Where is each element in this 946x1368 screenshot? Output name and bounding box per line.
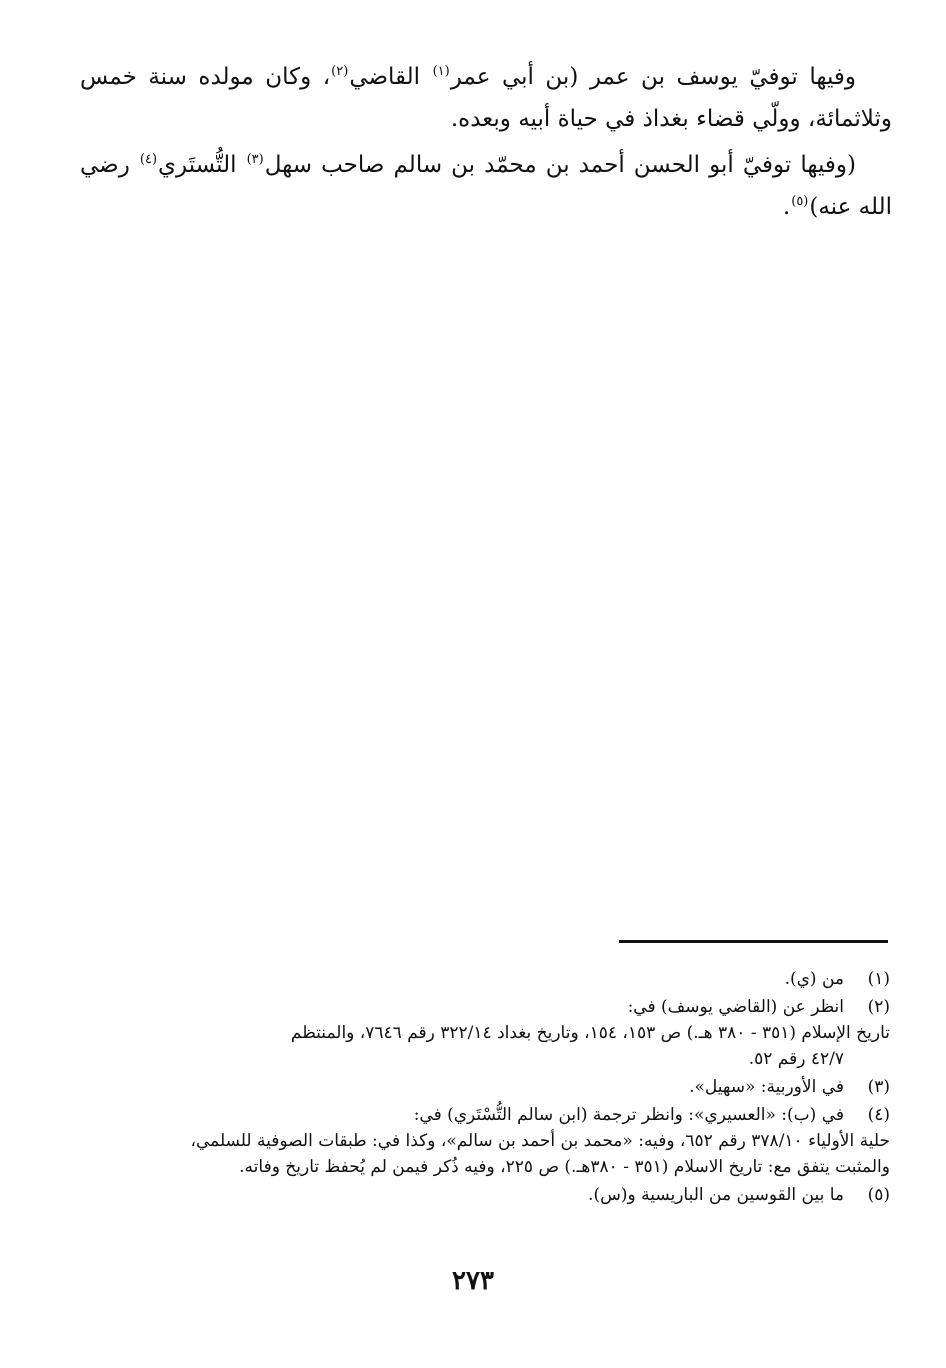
footnote-number: (١) bbox=[867, 969, 890, 989]
paragraph-2-text-b: التُّستَري bbox=[158, 152, 246, 178]
footnote-number: (٢) bbox=[867, 997, 890, 1017]
paragraph-2 bbox=[80, 144, 892, 228]
page-number: ٢٧٣ bbox=[452, 1266, 494, 1296]
paragraph-2-text-a: (وفيها توفيّ أبو الحسن أحمد بن محمّد بن سالم صاحب سهل bbox=[264, 152, 856, 178]
footnote-ref-1: (١) bbox=[432, 64, 450, 80]
footnote-body bbox=[82, 966, 844, 992]
footnote-line: في الأوربية: «سهيل». bbox=[689, 1077, 844, 1097]
footnote-body bbox=[82, 1074, 844, 1100]
footnote-ref-5: (٥) bbox=[791, 194, 809, 210]
paragraph-1-text-c: ، وكان مولده سنة خمس وثلاثمائة، وولّي قضاء بغداذ في حياة أبيه وبعده. bbox=[80, 64, 892, 132]
footnote-line: انظر عن (القاضي يوسف) في: bbox=[627, 997, 844, 1017]
footnote-number: (٥) bbox=[867, 1185, 890, 1205]
footnote-number: (٣) bbox=[867, 1077, 890, 1097]
paragraph-2-text-d: . bbox=[782, 194, 791, 220]
paragraph-1 bbox=[80, 56, 892, 140]
footnote-line: في (ب): «العسيري»: وانظر ترجمة (ابن سالم التُّسْتَري) في: bbox=[413, 1105, 844, 1125]
footnote-line: ٤٢/٧ رقم ٥٢. bbox=[748, 1049, 844, 1069]
paragraph-1-text-b: القاضي bbox=[349, 64, 432, 90]
footnote-body bbox=[82, 1182, 844, 1208]
footnote-line: ما بين القوسين من الباريسية و(س). bbox=[588, 1185, 844, 1205]
footnote-5 bbox=[82, 1182, 890, 1208]
footnote-1 bbox=[82, 966, 890, 992]
paragraph-1-text-a: وفيها توفيّ يوسف بن عمر (بن أبي عمر bbox=[450, 64, 856, 90]
footnote-line: من (ي). bbox=[784, 969, 844, 989]
footnote-3 bbox=[82, 1074, 890, 1100]
paragraph-2-text-c: رضي الله عنه) bbox=[80, 152, 892, 220]
footnote-4 bbox=[82, 1102, 890, 1180]
footnote-body bbox=[82, 1102, 890, 1180]
footnotes bbox=[82, 966, 890, 1210]
footnote-line: حلية الأولياء ٣٧٨/١٠ رقم ٦٥٢، وفيه: «محمد بن أحمد بن سالم»، وكذا في: طبقات الصوفية للسلمي، bbox=[190, 1131, 890, 1151]
footnote-divider bbox=[619, 940, 888, 943]
footnote-ref-4: (٤) bbox=[139, 152, 158, 168]
footnote-body bbox=[82, 994, 890, 1072]
main-text bbox=[80, 56, 892, 232]
footnote-ref-3: (٣) bbox=[246, 152, 264, 168]
footnote-ref-2: (٢) bbox=[331, 64, 349, 80]
footnote-line: تاريخ الإسلام (٣٥١ - ٣٨٠ هـ.) ص ١٥٣، ١٥٤، وتاريخ بغداد ٣٢٢/١٤ رقم ٧٦٤٦، والمنتظم bbox=[290, 1023, 890, 1043]
footnote-line: والمثبت يتفق مع: تاريخ الاسلام (٣٥١ - ٣٨٠هـ.) ص ٢٢٥، وفيه ذُكر فيمن لم يُحفظ تاريخ وفاته. bbox=[239, 1157, 890, 1177]
footnote-number: (٤) bbox=[867, 1105, 890, 1125]
footnote-2 bbox=[82, 994, 890, 1072]
